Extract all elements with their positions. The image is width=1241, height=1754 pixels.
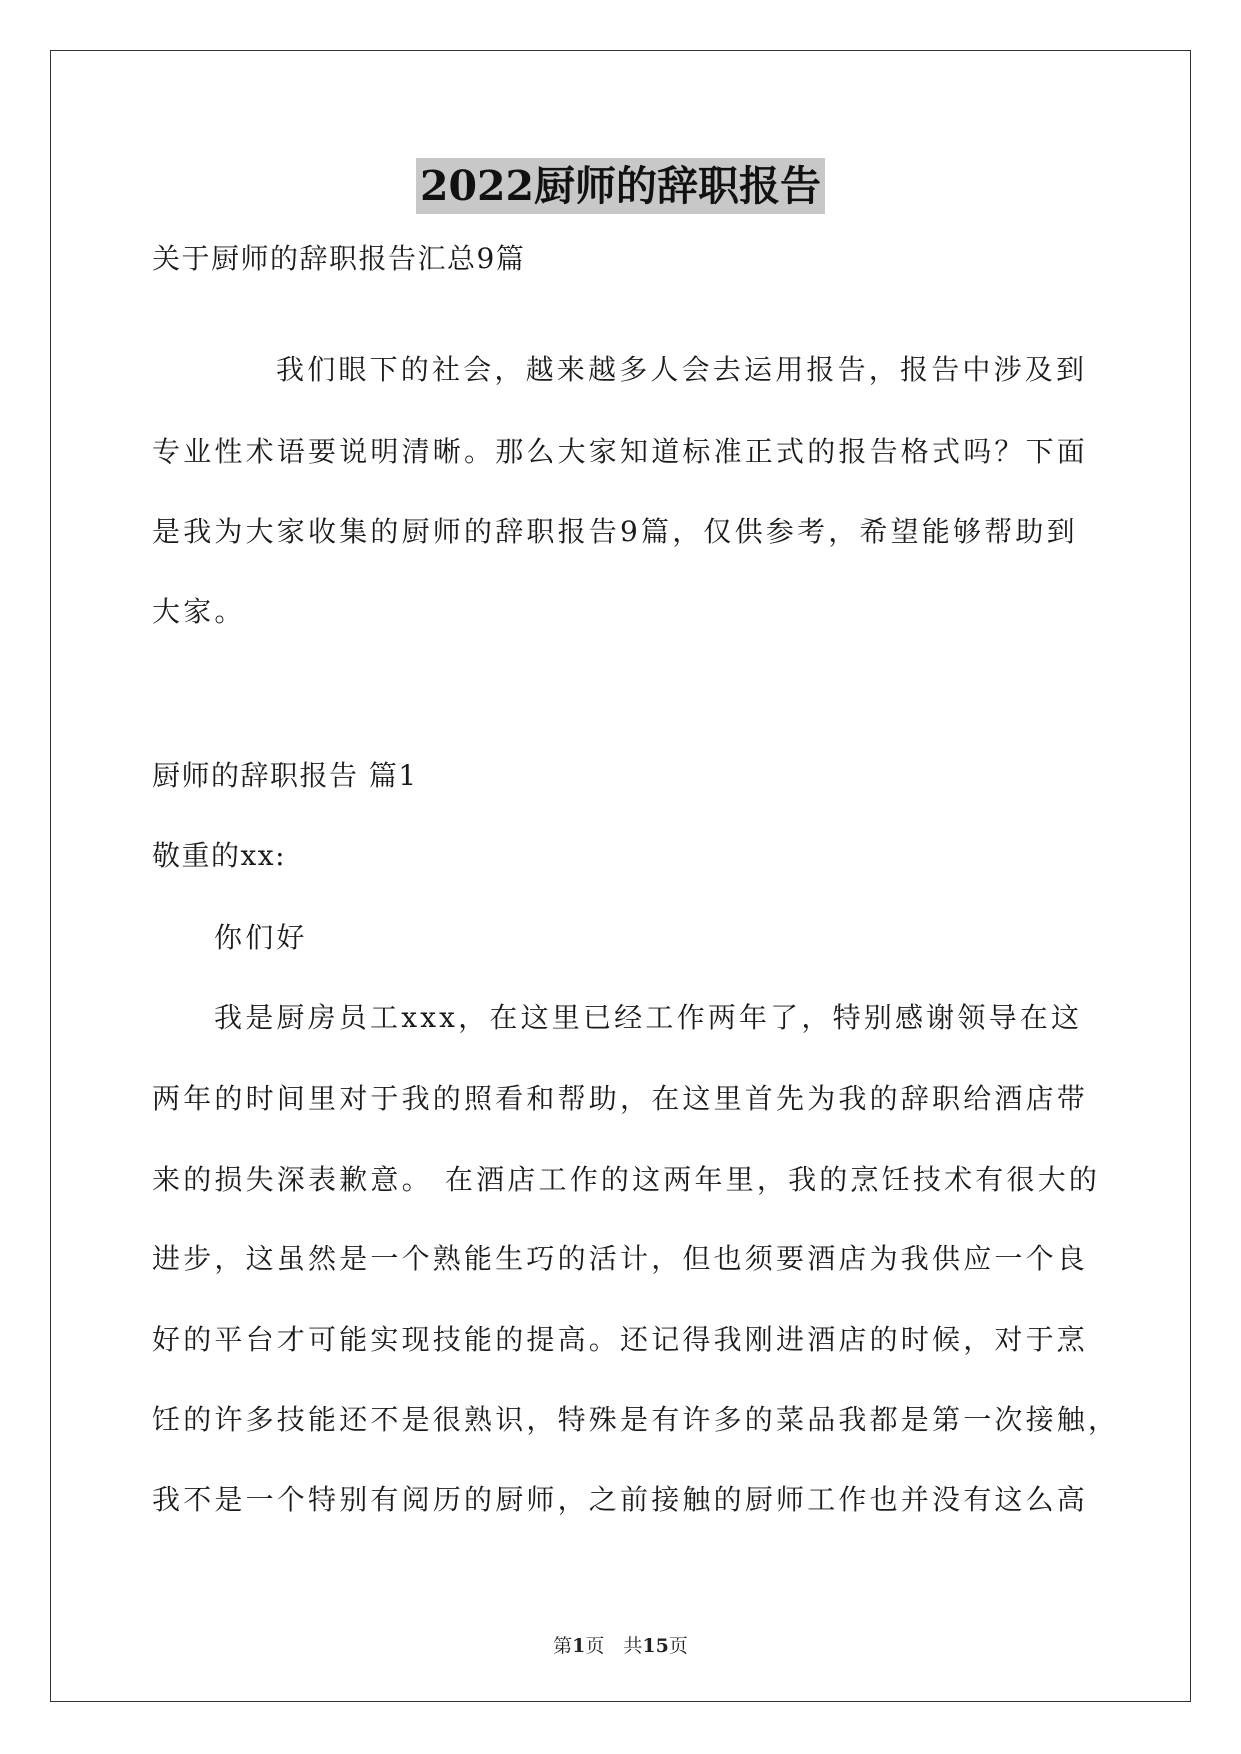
title-container — [0, 158, 1241, 214]
page-border — [50, 50, 1191, 1702]
body-line: 我是厨房员工xxx，在这里已经工作两年了，特别感谢领导在这 — [214, 1001, 1083, 1034]
current-page-number: 1 — [572, 1635, 586, 1657]
total-page-number: 15 — [642, 1635, 669, 1657]
page-prefix: 第 — [553, 1635, 573, 1657]
intro-line: 专业性术语要说明清晰。那么大家知道标准正式的报告格式吗？下面 — [152, 435, 1089, 468]
document-title: 2022厨师的辞职报告 — [416, 158, 825, 214]
body-line: 我不是一个特别有阅历的厨师，之前接触的厨师工作也并没有这么高 — [152, 1483, 1089, 1516]
page-mid: 页 共 — [585, 1635, 643, 1657]
intro-line: 我们眼下的社会，越来越多人会去运用报告，报告中涉及到 — [276, 353, 1088, 386]
body-line: 好的平台才可能实现技能的提高。还记得我刚进酒店的时候，对于烹 — [152, 1323, 1089, 1356]
intro-line: 是我为大家收集的厨师的辞职报告9篇，仅供参考，希望能够帮助到 — [152, 515, 1078, 548]
page-suffix: 页 — [668, 1635, 688, 1657]
intro-line: 大家。 — [152, 595, 246, 628]
body-line: 进步，这虽然是一个熟能生巧的活计，但也须要酒店为我供应一个良 — [152, 1242, 1089, 1275]
greeting: 你们好 — [214, 921, 308, 954]
page-number-footer — [0, 1634, 1241, 1658]
body-line: 来的损失深表歉意。 在酒店工作的这两年里，我的烹饪技术有很大的 — [152, 1163, 1101, 1196]
body-line: 两年的时间里对于我的照看和帮助，在这里首先为我的辞职给酒店带 — [152, 1082, 1089, 1115]
section-heading: 厨师的辞职报告 篇1 — [152, 759, 418, 792]
salutation: 敬重的xx: — [152, 839, 287, 872]
document-subtitle: 关于厨师的辞职报告汇总9篇 — [152, 242, 526, 275]
body-line: 饪的许多技能还不是很熟识，特殊是有许多的菜品我都是第一次接触， — [152, 1403, 1120, 1436]
